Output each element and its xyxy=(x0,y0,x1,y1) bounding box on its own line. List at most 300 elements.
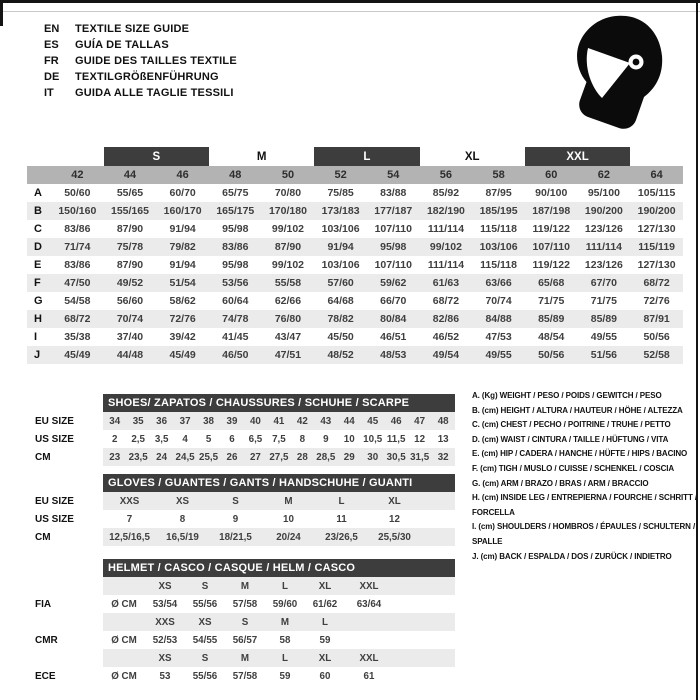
value-cell: 29 xyxy=(338,448,361,466)
size-number-cell: 56 xyxy=(420,166,473,184)
size-group-cell: XL xyxy=(464,150,480,163)
value-cell: XXS xyxy=(103,492,156,510)
measurement-value-cell: 68/72 xyxy=(51,310,104,328)
value-cell: L xyxy=(265,649,305,667)
measure-letter-cell: B xyxy=(27,202,51,220)
value-cell: 39 xyxy=(220,412,243,430)
value-cell: Ø CM xyxy=(111,598,137,610)
value-cell: XS xyxy=(145,649,185,667)
value-cell: 53/54 xyxy=(152,598,178,610)
value-cell xyxy=(103,577,145,595)
measurement-value-cell: 51/54 xyxy=(156,274,209,292)
row-side-label xyxy=(35,613,103,631)
size-group-cell xyxy=(27,147,104,166)
value-cell: 3,5 xyxy=(154,433,169,445)
measurement-value-cell: 66/70 xyxy=(380,295,407,307)
measurement-value-cell: 55/65 xyxy=(116,187,144,199)
measurement-value-cell: 83/86 xyxy=(209,238,262,256)
measurement-legend xyxy=(472,389,700,564)
value-cell: 9 xyxy=(323,433,329,445)
size-number-cell: 48 xyxy=(209,166,262,184)
value-cell: 59/60 xyxy=(272,598,298,610)
value-cell: 58 xyxy=(279,634,291,646)
measurement-value-cell: 45/49 xyxy=(156,346,209,364)
measurement-value-cell: 87/90 xyxy=(116,223,144,235)
value-cell: M xyxy=(225,649,265,667)
measurement-value-cell: 83/86 xyxy=(64,259,91,271)
value-cell: 45 xyxy=(361,412,384,430)
measurement-value-cell: 49/54 xyxy=(420,346,473,364)
size-number-cell: 52 xyxy=(314,166,367,184)
filler-cell xyxy=(393,595,455,613)
measurement-value-cell: 65/68 xyxy=(525,274,578,292)
gloves-size-table xyxy=(35,474,455,546)
value-cell: 53 xyxy=(159,670,171,682)
size-number-cell: 50 xyxy=(262,166,315,184)
value-cell: 11 xyxy=(336,513,347,525)
helmet-size-table xyxy=(35,559,455,685)
measurement-value-cell: 62/66 xyxy=(274,295,302,307)
measure-letter-cell: F xyxy=(27,274,51,292)
value-cell: 2 xyxy=(112,433,118,445)
measurement-value-cell: 72/76 xyxy=(643,295,670,307)
value-cell: 32 xyxy=(431,448,455,466)
value-cell: L xyxy=(315,492,368,510)
row-side-label: ECE xyxy=(35,670,56,682)
size-number-cell: 60 xyxy=(525,166,578,184)
measurement-value-cell: 46/50 xyxy=(209,346,262,364)
value-cell: 47 xyxy=(408,412,431,430)
measurement-value-cell: 187/198 xyxy=(525,202,578,220)
language-row xyxy=(44,69,237,85)
size-group-cell: M xyxy=(256,150,267,163)
guide-title-text: GUIDA ALLE TAGLIE TESSILI xyxy=(75,87,234,99)
size-number-cell: 54 xyxy=(367,166,420,184)
value-cell: 8 xyxy=(299,433,306,445)
measurement-value-cell: 58/62 xyxy=(169,295,196,307)
value-cell: 25,5 xyxy=(197,448,220,466)
value-cell: 61 xyxy=(363,670,375,682)
measurement-value-cell: 103/106 xyxy=(321,223,360,235)
filler-cell xyxy=(421,528,455,546)
value-cell: XS xyxy=(185,613,225,631)
language-row xyxy=(44,53,237,69)
value-cell: 30,5 xyxy=(384,448,407,466)
measurement-value-cell: 99/102 xyxy=(271,223,305,235)
value-cell: 6,5 xyxy=(248,433,263,445)
value-cell: 27 xyxy=(244,448,267,466)
measurement-value-cell: 50/56 xyxy=(525,346,578,364)
measurement-value-cell: 170/180 xyxy=(262,202,315,220)
value-cell: 12 xyxy=(414,433,426,445)
value-cell: 28,5 xyxy=(314,448,337,466)
section-title: HELMET / CASCO / CASQUE / HELM / CASCO xyxy=(103,559,455,577)
measurement-value-cell: 50/60 xyxy=(64,187,91,199)
legend-item: E. (cm) HIP / CADERA / HANCHE / HÜFTE / HIPS / BACINO xyxy=(472,449,688,459)
section-title: SHOES/ ZAPATOS / CHAUSSURES / SCHUHE / SCARPE xyxy=(103,394,455,412)
value-cell: XL xyxy=(368,492,421,510)
measurement-value-cell: 44/48 xyxy=(104,346,157,364)
measurement-value-cell: 59/62 xyxy=(367,274,420,292)
right-border-line xyxy=(696,0,698,700)
value-cell: XXS xyxy=(145,613,185,631)
measure-letter-cell: D xyxy=(27,238,51,256)
measurement-value-cell: 60/70 xyxy=(169,187,196,199)
measurement-value-cell: 47/53 xyxy=(485,331,512,343)
value-cell: L xyxy=(265,577,305,595)
measurement-value-cell: 71/75 xyxy=(538,295,565,307)
top-border-line xyxy=(0,0,700,3)
shoes-size-table xyxy=(35,394,455,466)
measurement-value-cell: 103/106 xyxy=(321,259,360,271)
filler-cell xyxy=(421,510,455,528)
value-cell: 61/62 xyxy=(312,598,338,610)
measure-letter-cell: J xyxy=(27,346,51,364)
row-side-label: EU SIZE xyxy=(35,495,74,507)
measurement-value-cell: 127/130 xyxy=(637,259,676,271)
measurement-value-cell: 115/118 xyxy=(480,223,517,235)
value-cell: 63/64 xyxy=(356,598,382,610)
row-side-label: US SIZE xyxy=(35,513,74,525)
value-cell: 10 xyxy=(283,513,294,525)
filler-cell xyxy=(393,631,455,649)
legend-item: G. (cm) ARM / BRAZO / BRAS / ARM / BRACCIO xyxy=(472,478,649,488)
value-cell: 23,5 xyxy=(126,448,149,466)
measurement-value-cell: 83/86 xyxy=(64,223,91,235)
measurement-value-cell: 91/94 xyxy=(314,238,367,256)
measure-letter-cell: A xyxy=(34,187,42,199)
measurement-value-cell: 48/52 xyxy=(314,346,367,364)
header-spacer xyxy=(35,474,103,492)
measurement-value-cell: 41/45 xyxy=(222,331,249,343)
row-side-label: EU SIZE xyxy=(35,415,74,427)
section-title: GLOVES / GUANTES / GANTS / HANDSCHUHE / GUANTI xyxy=(103,474,455,492)
row-side-label: CM xyxy=(35,451,51,463)
measurement-value-cell: 55/58 xyxy=(262,274,315,292)
measurement-value-cell: 79/82 xyxy=(156,238,209,256)
legend-item: H. (cm) INSIDE LEG / ENTREPIERNA / FOURCHE / SCHRITT / FORCELLA xyxy=(472,493,697,517)
measurement-value-cell: 74/78 xyxy=(209,310,262,328)
measurement-value-cell: 85/89 xyxy=(525,310,578,328)
measurement-value-cell: 67/70 xyxy=(578,274,631,292)
measurement-value-cell: 43/47 xyxy=(274,331,302,343)
row-side-label: CM xyxy=(35,531,51,543)
language-row xyxy=(44,85,237,101)
value-cell: 20/24 xyxy=(262,528,315,546)
measurement-value-cell: 115/118 xyxy=(480,259,517,271)
size-group-cell: L xyxy=(314,147,419,166)
value-cell: 16,5/19 xyxy=(156,528,209,546)
value-cell: 43 xyxy=(314,412,337,430)
legend-item: A. (Kg) WEIGHT / PESO / POIDS / GEWITCH / PESO xyxy=(472,391,662,400)
measurement-value-cell: 111/114 xyxy=(427,259,465,271)
value-cell: 23 xyxy=(103,448,126,466)
size-number-cell: 44 xyxy=(104,166,157,184)
value-cell: XS xyxy=(156,492,209,510)
measurement-value-cell: 49/55 xyxy=(472,346,525,364)
measurement-value-cell: 45/50 xyxy=(327,331,354,343)
legend-item: F. (cm) TIGH / MUSLO / CUISSE / SCHENKEL / COSCIA xyxy=(472,463,675,473)
value-cell: 4 xyxy=(182,433,188,445)
measurement-value-cell: 72/76 xyxy=(156,310,209,328)
main-size-table xyxy=(27,147,683,364)
value-cell: 9 xyxy=(232,513,239,525)
value-cell: 34 xyxy=(103,412,126,430)
value-cell: 25,5/30 xyxy=(368,528,421,546)
measurement-value-cell: 52/58 xyxy=(630,346,683,364)
measurement-value-cell: 165/175 xyxy=(209,202,262,220)
filler-cell xyxy=(345,613,393,631)
measurement-value-cell: 127/130 xyxy=(637,223,676,235)
measurement-value-cell: 50/56 xyxy=(643,331,670,343)
value-cell: 28 xyxy=(291,448,314,466)
value-cell: 24,5 xyxy=(173,448,196,466)
measurement-value-cell: 70/74 xyxy=(104,310,157,328)
measurement-value-cell: 95/98 xyxy=(222,223,249,235)
value-cell: 26 xyxy=(220,448,243,466)
measurement-value-cell: 54/58 xyxy=(64,295,91,307)
measurement-value-cell: 91/94 xyxy=(169,223,196,235)
measurement-value-cell: 70/80 xyxy=(274,187,302,199)
measurement-value-cell: 78/82 xyxy=(314,310,367,328)
measurement-value-cell: 51/56 xyxy=(578,346,631,364)
measurement-value-cell: 173/183 xyxy=(314,202,367,220)
row-side-label: US SIZE xyxy=(35,433,74,445)
guide-title-text: TEXTILGRÖßENFÜHRUNG xyxy=(75,71,219,83)
measurement-value-cell: 53/56 xyxy=(209,274,262,292)
value-cell: 59 xyxy=(279,670,291,682)
value-cell: Ø CM xyxy=(111,634,137,646)
value-cell: 44 xyxy=(338,412,361,430)
value-cell: 10 xyxy=(343,433,355,445)
measurement-value-cell: 150/160 xyxy=(51,202,104,220)
size-number-cell: 58 xyxy=(472,166,525,184)
value-cell: 30 xyxy=(361,448,384,466)
value-cell: XL xyxy=(305,649,345,667)
measurement-value-cell: 80/84 xyxy=(367,310,420,328)
measurement-value-cell: 84/88 xyxy=(472,310,525,328)
size-number-cell: 42 xyxy=(51,166,104,184)
measurement-value-cell: 83/88 xyxy=(380,187,407,199)
racing-helmet-icon xyxy=(566,12,666,137)
value-cell: 48 xyxy=(431,412,455,430)
measurement-value-cell: 47/51 xyxy=(262,346,315,364)
value-cell: 12 xyxy=(389,513,400,525)
filler-cell xyxy=(393,613,455,631)
measurement-value-cell: 105/115 xyxy=(637,187,676,199)
measurement-value-cell: 91/94 xyxy=(169,259,196,271)
language-code: FR xyxy=(44,55,59,67)
measure-letter-cell: C xyxy=(34,223,42,235)
value-cell: 55/56 xyxy=(192,598,218,610)
measurement-value-cell: 87/95 xyxy=(485,187,512,199)
value-cell: 57/58 xyxy=(232,670,258,682)
value-cell: 18/21,5 xyxy=(209,528,262,546)
measurement-value-cell: 107/110 xyxy=(374,259,412,271)
legend-item: J. (cm) BACK / ESPALDA / DOS / ZURÜCK / INDIETRO xyxy=(472,551,672,561)
value-cell: 46 xyxy=(384,412,407,430)
left-border-tick xyxy=(0,0,3,26)
measurement-value-cell: 107/110 xyxy=(525,238,578,256)
language-row xyxy=(44,21,237,37)
filler-cell xyxy=(345,631,393,649)
row-side-label xyxy=(35,577,103,595)
filler-cell xyxy=(421,492,455,510)
legend-item: C. (cm) CHEST / PECHO / POITRINE / TRUHE / PETTO xyxy=(472,420,671,430)
measurement-value-cell: 115/119 xyxy=(630,238,683,256)
measurement-value-cell: 49/55 xyxy=(590,331,618,343)
measurement-value-cell: 185/195 xyxy=(472,202,525,220)
filler-cell xyxy=(393,667,455,685)
measurement-value-cell: 87/91 xyxy=(630,310,683,328)
measurement-value-cell: 82/86 xyxy=(420,310,473,328)
value-cell: L xyxy=(305,613,345,631)
value-cell xyxy=(103,649,145,667)
measurement-value-cell: 68/72 xyxy=(432,295,460,307)
measurement-value-cell: 177/187 xyxy=(367,202,420,220)
value-cell: 40 xyxy=(244,412,267,430)
value-cell: 2,5 xyxy=(131,433,145,445)
measurement-value-cell: 85/89 xyxy=(578,310,631,328)
legend-item: B. (cm) HEIGHT / ALTURA / HAUTEUR / HÖHE / ALTEZZA xyxy=(472,405,683,415)
value-cell: 56/57 xyxy=(232,634,258,646)
measurement-value-cell: 111/114 xyxy=(427,223,465,235)
value-cell: XL xyxy=(305,577,345,595)
value-cell: 42 xyxy=(291,412,314,430)
value-cell: 41 xyxy=(267,412,290,430)
measurement-value-cell: 95/98 xyxy=(367,238,420,256)
value-cell: S xyxy=(185,649,225,667)
value-cell: M xyxy=(225,577,265,595)
measurement-value-cell: 76/80 xyxy=(262,310,315,328)
value-cell: 23/26,5 xyxy=(315,528,368,546)
measurement-value-cell: 190/200 xyxy=(578,202,631,220)
value-cell: 8 xyxy=(179,513,186,525)
measurement-value-cell: 56/60 xyxy=(116,295,144,307)
size-number-cell: 64 xyxy=(630,166,683,184)
measurement-value-cell: 47/50 xyxy=(51,274,104,292)
legend-item: I. (cm) SHOULDERS / HOMBROS / ÉPAULES / SCHULTERN / SPALLE xyxy=(472,522,696,546)
language-code: EN xyxy=(44,23,60,35)
value-cell: XXL xyxy=(345,577,393,595)
measurement-value-cell: 87/90 xyxy=(116,259,144,271)
value-cell: S xyxy=(225,613,265,631)
measurement-value-cell: 75/85 xyxy=(327,187,354,199)
measurement-value-cell: 182/190 xyxy=(420,202,473,220)
measurement-value-cell: 111/114 xyxy=(578,238,631,256)
language-title-list xyxy=(44,21,237,101)
measurement-value-cell: 103/106 xyxy=(472,238,525,256)
measurement-value-cell: 95/100 xyxy=(587,187,620,199)
measure-letter-cell: E xyxy=(34,259,42,271)
measure-letter-cell: I xyxy=(34,331,38,343)
measurement-value-cell: 71/75 xyxy=(590,295,618,307)
measurement-value-cell: 60/64 xyxy=(222,295,249,307)
header-spacer xyxy=(35,394,103,412)
measurement-value-cell: 107/110 xyxy=(374,223,412,235)
measurement-value-cell: 155/165 xyxy=(104,202,157,220)
measurement-value-cell: 123/126 xyxy=(584,223,623,235)
value-cell: S xyxy=(209,492,262,510)
value-cell: 24 xyxy=(150,448,173,466)
size-number-cell: 46 xyxy=(156,166,209,184)
measurement-value-cell: 87/90 xyxy=(262,238,315,256)
value-cell: 11,5 xyxy=(386,433,406,445)
value-cell: 31,5 xyxy=(408,448,431,466)
filler-cell xyxy=(393,649,455,667)
language-code: IT xyxy=(44,87,54,99)
header-spacer xyxy=(35,559,103,577)
value-cell: 36 xyxy=(150,412,173,430)
value-cell: XXL xyxy=(345,649,393,667)
value-cell: 10,5 xyxy=(363,433,383,445)
guide-title-text: GUÍA DE TALLAS xyxy=(75,39,169,51)
measurement-value-cell: 61/63 xyxy=(420,274,473,292)
measurement-value-cell: 45/49 xyxy=(51,346,104,364)
measurement-value-cell: 37/40 xyxy=(116,331,144,343)
measurement-value-cell: 70/74 xyxy=(485,295,512,307)
measurement-value-cell: 160/170 xyxy=(156,202,209,220)
measurement-value-cell: 119/122 xyxy=(532,259,570,271)
value-cell: 12,5/16,5 xyxy=(103,528,156,546)
measurement-value-cell: 95/98 xyxy=(222,259,249,271)
measurement-value-cell: 99/102 xyxy=(420,238,473,256)
measurement-value-cell: 57/60 xyxy=(314,274,367,292)
language-row xyxy=(44,37,237,53)
value-cell: M xyxy=(265,613,305,631)
value-cell: 54/55 xyxy=(192,634,218,646)
measurement-value-cell: 71/74 xyxy=(51,238,104,256)
measurement-value-cell: 46/52 xyxy=(432,331,460,343)
measurement-value-cell: 35/38 xyxy=(64,331,91,343)
measurement-value-cell: 48/54 xyxy=(538,331,565,343)
measurement-value-cell: 65/75 xyxy=(222,187,249,199)
measurement-value-cell: 119/122 xyxy=(532,223,570,235)
value-cell: 55/56 xyxy=(192,670,218,682)
language-code: DE xyxy=(44,71,60,83)
size-number-cell: 62 xyxy=(578,166,631,184)
filler-cell xyxy=(393,577,455,595)
value-cell: XS xyxy=(145,577,185,595)
measure-letter-cell: H xyxy=(27,310,51,328)
value-cell xyxy=(103,613,145,631)
measurement-value-cell: 46/51 xyxy=(380,331,407,343)
measurement-value-cell: 48/53 xyxy=(367,346,420,364)
measurement-value-cell: 190/200 xyxy=(630,202,683,220)
value-cell: 60 xyxy=(319,670,331,682)
measurement-value-cell: 49/52 xyxy=(104,274,157,292)
measurement-value-cell: 85/92 xyxy=(432,187,460,199)
measurement-value-cell: 123/126 xyxy=(584,259,623,271)
value-cell: 57/58 xyxy=(232,598,258,610)
measurement-value-cell: 64/68 xyxy=(327,295,354,307)
value-cell: 7 xyxy=(126,513,133,525)
language-code: ES xyxy=(44,39,59,51)
value-cell: 5 xyxy=(205,433,212,445)
measurement-value-cell: 63/66 xyxy=(472,274,525,292)
size-group-cell: XXL xyxy=(525,147,630,166)
measurement-value-cell: 90/100 xyxy=(535,187,568,199)
value-cell: S xyxy=(185,577,225,595)
value-cell: 7,5 xyxy=(272,433,286,445)
row-side-label xyxy=(35,649,103,667)
value-cell: 6 xyxy=(229,433,235,445)
value-cell: 37 xyxy=(173,412,196,430)
size-group-cell xyxy=(630,147,683,166)
value-cell: 59 xyxy=(319,634,331,646)
legend-item: D. (cm) WAIST / CINTURA / TAILLE / HÜFTUNG / VITA xyxy=(472,434,669,444)
size-group-cell: S xyxy=(104,147,209,166)
